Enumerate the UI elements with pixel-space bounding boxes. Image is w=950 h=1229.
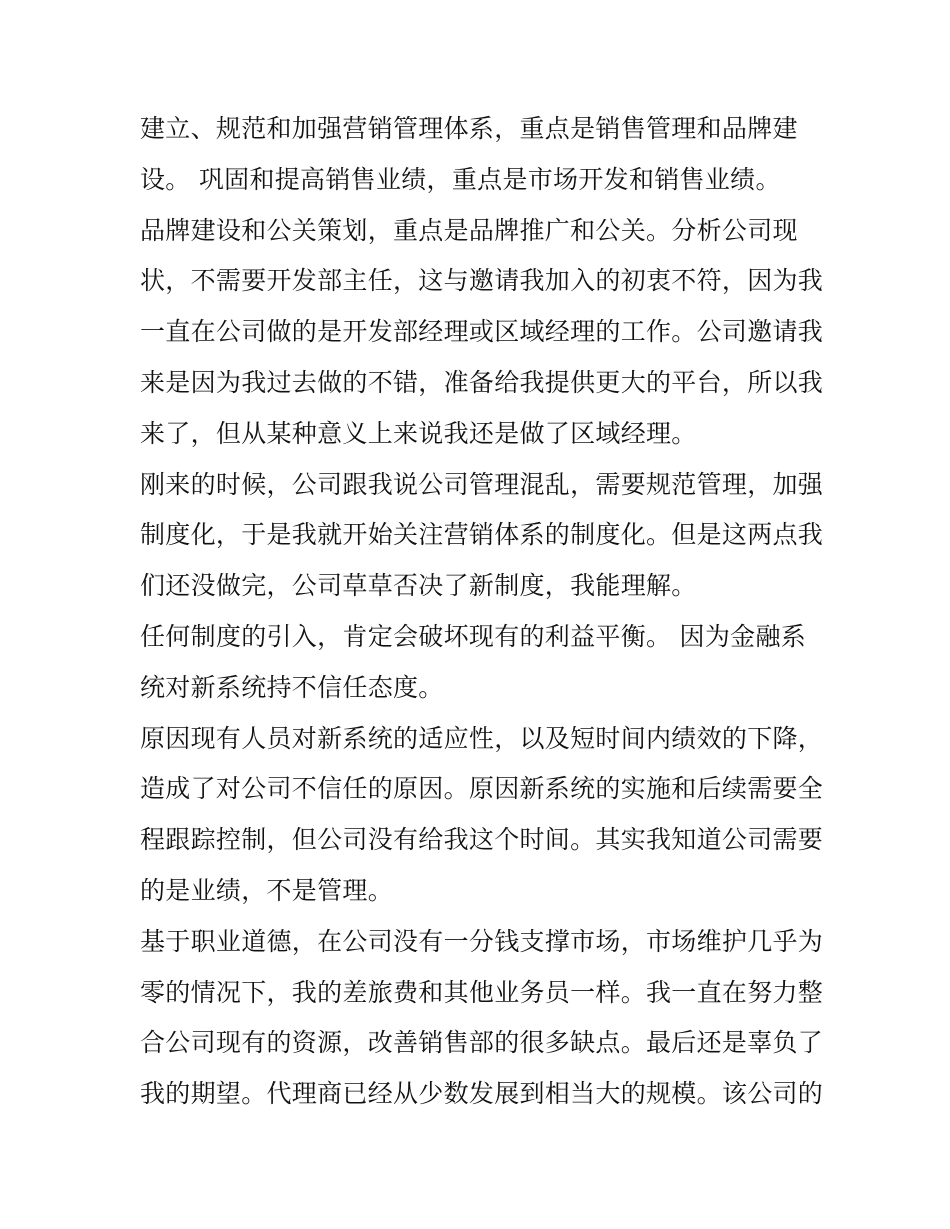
text-line: 来是因为我过去做的不错，准备给我提供更大的平台，所以我 (140, 367, 824, 397)
text-line: 状，不需要开发部主任，这与邀请我加入的初衷不符，因为我 (140, 266, 824, 296)
text-line: 原因现有人员对新系统的适应性，以及短时间内绩效的下降， (140, 723, 824, 753)
text-line: 建立、规范和加强营销管理体系，重点是销售管理和品牌建 (140, 114, 798, 143)
text-line: 统对新系统持不信任态度。 (140, 672, 444, 702)
text-line: 任何制度的引入，肯定会破坏现有的利益平衡。 因为金融系 (140, 621, 807, 651)
text-line: 来了，但从某种意义上来说我还是做了区域经理。 (140, 418, 697, 448)
text-line: 制度化，于是我就开始关注营销体系的制度化。但是这两点我 (140, 520, 824, 550)
text-line: 品牌建设和公关策划，重点是品牌推广和公关。分析公司现 (140, 215, 798, 245)
text-line: 基于职业道德，在公司没有一分钱支撑市场，市场维护几乎为 (140, 926, 824, 956)
text-line: 造成了对公司不信任的原因。原因新系统的实施和后续需要全 (140, 774, 824, 804)
text-line: 合公司现有的资源，改善销售部的很多缺点。最后还是辜负了 (140, 1028, 824, 1058)
text-line: 们还没做完，公司草草否决了新制度，我能理解。 (140, 571, 697, 601)
text-line: 的是业绩，不是管理。 (140, 875, 394, 905)
text-line: 一直在公司做的是开发部经理或区域经理的工作。公司邀请我 (140, 317, 824, 347)
text-line: 刚来的时候，公司跟我说公司管理混乱，需要规范管理，加强 (140, 469, 824, 499)
text-line: 我的期望。代理商已经从少数发展到相当大的规模。该公司的 (140, 1079, 824, 1109)
text-line: 零的情况下，我的差旅费和其他业务员一样。我一直在努力整 (140, 977, 824, 1007)
text-line: 设。 巩固和提高销售业绩，重点是市场开发和销售业绩。 (140, 164, 781, 194)
text-line: 程跟踪控制，但公司没有给我这个时间。其实我知道公司需要 (140, 825, 824, 855)
document-body (140, 104, 830, 1120)
